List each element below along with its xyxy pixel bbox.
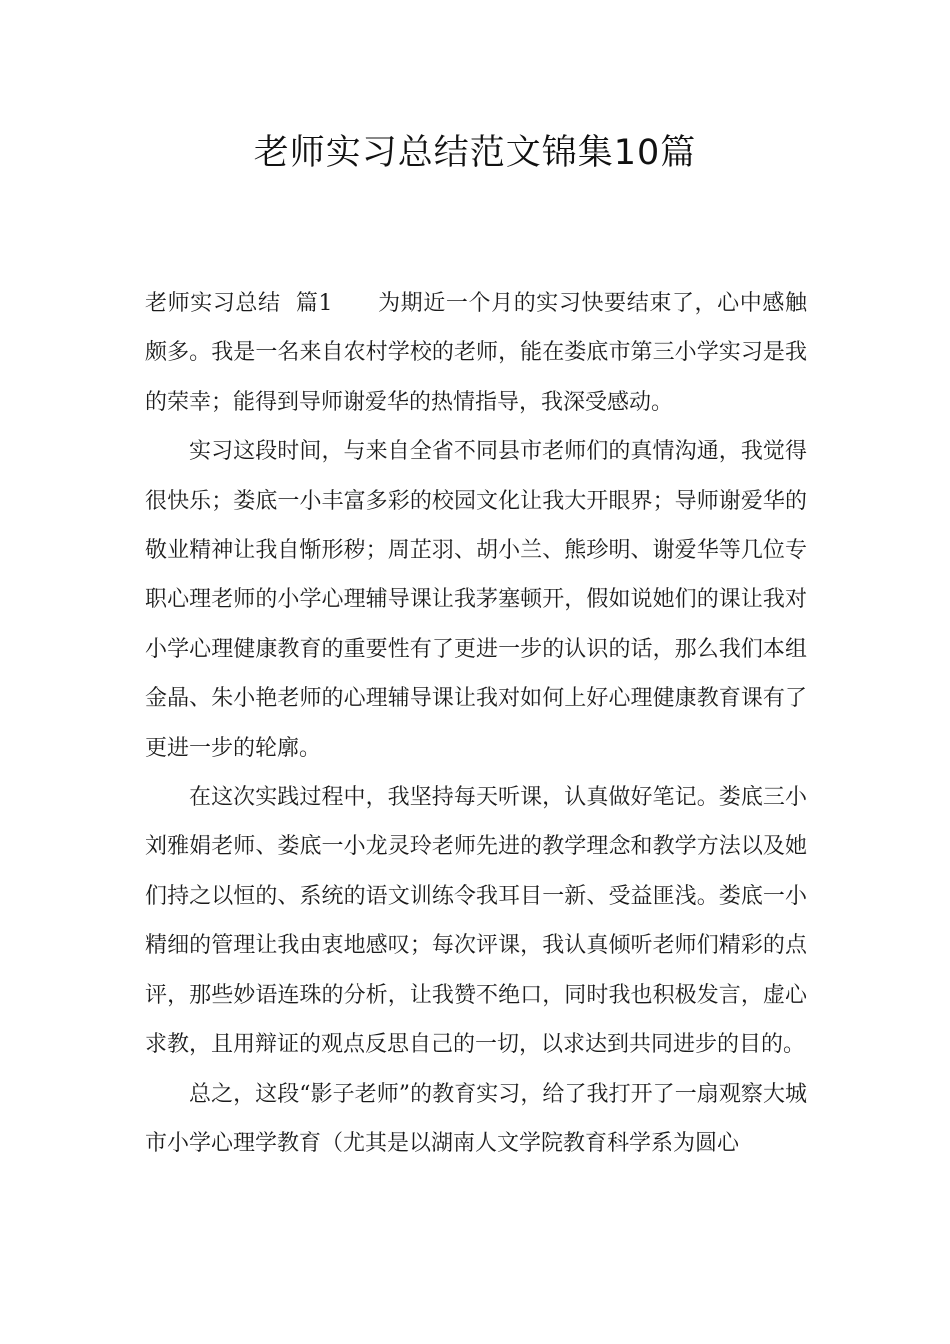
document-body — [145, 279, 807, 1168]
paragraph-2: 实习这段时间，与来自全省不同县市老师们的真情沟通，我觉得很快乐；娄底一小丰富多彩的校园文化让我大开眼界；导师谢爱华的敬业精神让我自惭形秽；周芷羽、胡小兰、熊珍明、谢爱华等几位专职心理老师的小学心理辅导课让我茅塞顿开，假如说她们的课让我对小学心理健康教育的重要性有了更进一步的认识的话，那么我们本组金晶、朱小艳老师的心理辅导课让我对如何上好心理健康教育课有了更进一步的轮廓。 — [145, 439, 807, 761]
paragraph-3: 在这次实践过程中，我坚持每天听课，认真做好笔记。娄底三小刘雅娟老师、娄底一小龙灵玲老师先进的教学理念和教学方法以及她们持之以恒的、系统的语文训练令我耳目一新、受益匪浅。娄底一小精细的管理让我由衷地感叹；每次评课，我认真倾听老师们精彩的点评，那些妙语连珠的分析，让我赞不绝口，同时我也积极发言，虚心求教，且用辩证的观点反思自己的一切，以求达到共同进步的目的。 — [145, 785, 807, 1058]
paragraph-1 — [145, 279, 807, 427]
section-heading: 老师实习总结 篇1 — [145, 291, 333, 316]
document-title: 老师实习总结范文锦集10篇 — [253, 133, 697, 173]
heading-gap — [332, 291, 378, 316]
paragraph-1-text: 为期近一个月的实习快要结束了，心中感触颇多。我是一名来自农村学校的老师，能在娄底市第三小学实习是我的荣幸；能得到导师谢爱华的热情指导，我深受感动。 — [145, 291, 807, 415]
paragraph-4: 总之，这段“影子老师”的教育实习，给了我打开了一扇观察大城市小学心理学教育（尤其是以湖南人文学院教育科学系为圆心 — [145, 1081, 807, 1156]
